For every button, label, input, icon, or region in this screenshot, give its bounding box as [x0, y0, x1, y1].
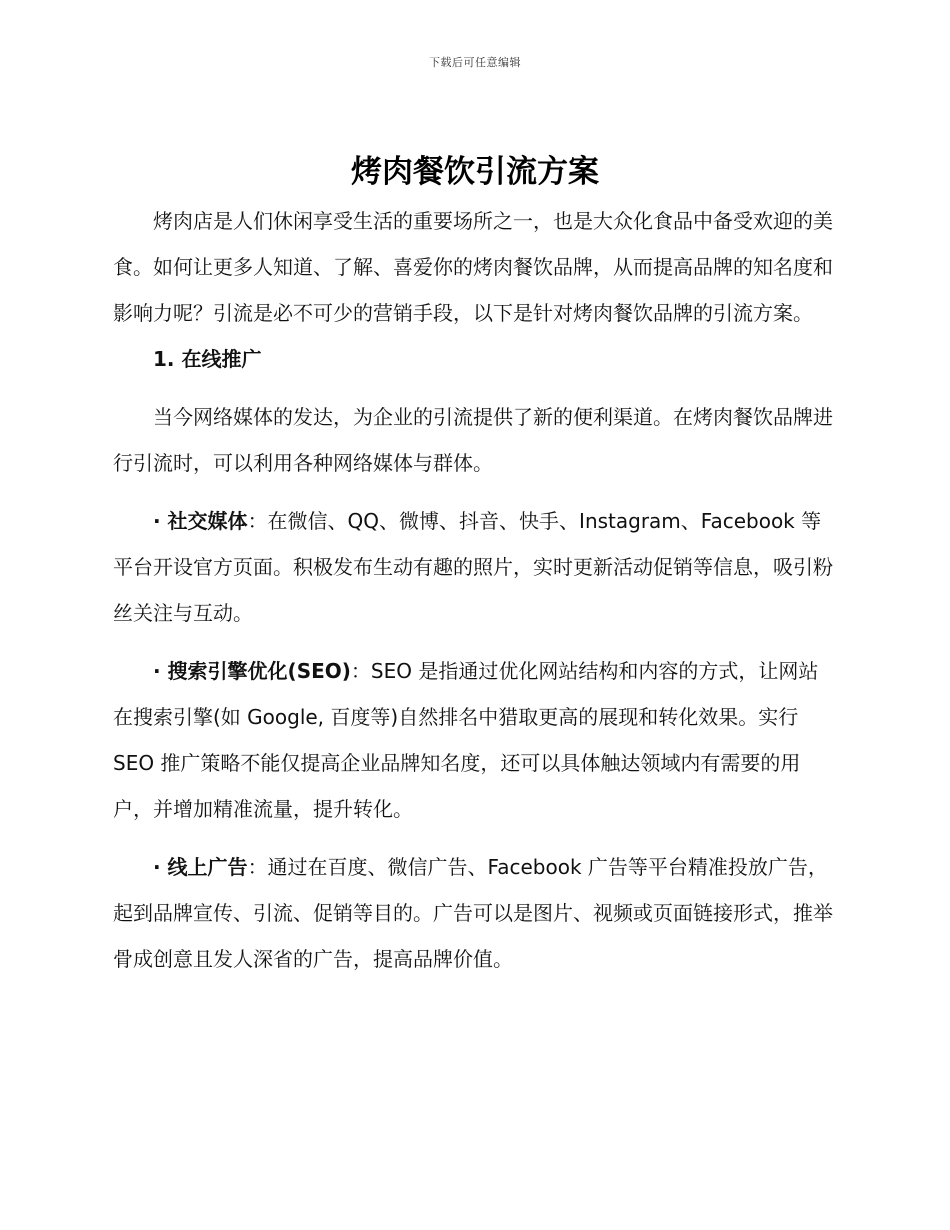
bullet-label: · 线上广告	[153, 855, 248, 879]
header-note: 下载后可任意编辑	[429, 56, 521, 69]
intro-paragraph: 烤肉店是人们休闲享受生活的重要场所之一，也是大众化食品中备受欢迎的美食。如何让更多人知道、了解、喜爱你的烤肉餐饮品牌，从而提高品牌的知名度和影响力呢？引流是必不可少的营销手段，以下是针对烤肉餐饮品牌的引流方案。	[113, 209, 833, 325]
section-intro-paragraph: 当今网络媒体的发达，为企业的引流提供了新的便利渠道。在烤肉餐饮品牌进行引流时，可以利用各种网络媒体与群体。	[113, 405, 833, 475]
document-body	[113, 198, 837, 982]
bullet-social-media	[113, 498, 837, 636]
bullet-text: ：SEO 是指通过优化网站结构和内容的方式，让网站在搜索引擎(如 Google, 百度等)自然排名中猎取更高的展现和转化效果。实行 SEO 推广策略不能仅提高企业品牌知名度，还可以具体触达领域内有需要的用户，并增加精准流量，提升转化。	[113, 659, 819, 821]
bullet-label: · 社交媒体	[153, 509, 248, 533]
bullet-online-ads	[113, 844, 837, 982]
bullet-seo	[113, 648, 837, 832]
bullet-text: ：通过在百度、微信广告、Facebook 广告等平台精准投放广告，起到品牌宣传、引流、促销等目的。广告可以是图片、视频或页面链接形式，推举骨成创意且发人深省的广告，提高品牌价值。	[113, 855, 833, 971]
bullet-label: · 搜索引擎优化(SEO)	[153, 659, 351, 683]
document-title: 烤肉餐饮引流方案	[351, 154, 599, 190]
section-heading: 1. 在线推广	[153, 347, 262, 371]
bullet-text: ：在微信、QQ、微博、抖音、快手、Instagram、Facebook 等平台开设官方页面。积极发布生动有趣的照片，实时更新活动促销等信息，吸引粉丝关注与互动。	[113, 509, 833, 625]
